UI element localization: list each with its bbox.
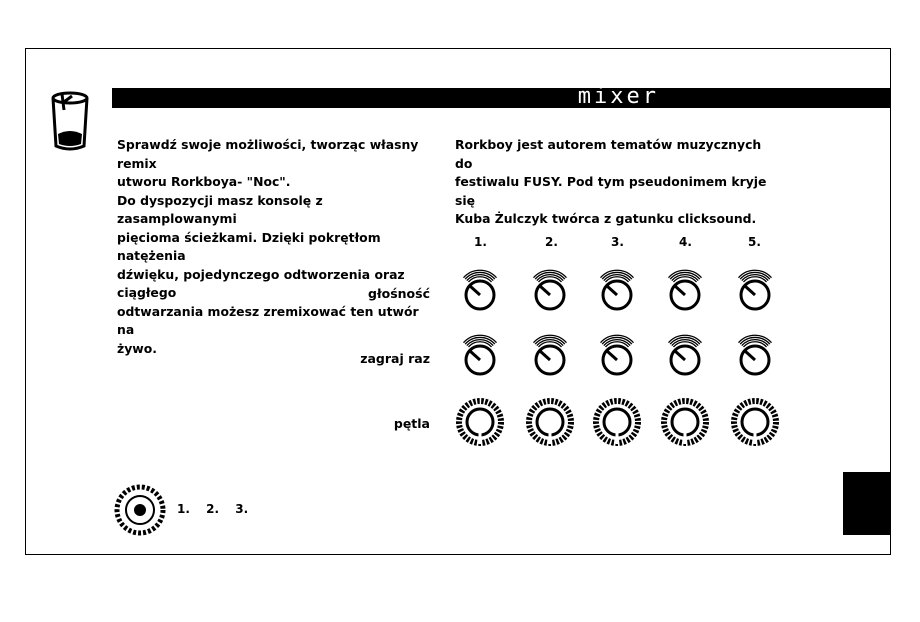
column-number: 5. xyxy=(748,235,761,249)
knob-icon xyxy=(730,265,780,315)
knob-icon xyxy=(525,330,575,380)
title-bar xyxy=(112,84,891,109)
column-number: 2. xyxy=(545,235,558,249)
play-once-knob[interactable] xyxy=(455,330,505,380)
intro-right-text: Rorkboy jest autorem tematów muzycznych do festiwalu FUSY. Pod tym pseudonimem kryje się Kuba Żulczyk twórca z gatunku clicksound. xyxy=(455,137,767,226)
row-label-play-once: zagraj raz xyxy=(360,351,430,366)
row-label-volume: głośność xyxy=(368,286,430,301)
volume-knob[interactable] xyxy=(455,265,505,315)
knob-icon xyxy=(525,397,575,447)
volume-knob[interactable] xyxy=(592,265,642,315)
play-once-knob[interactable] xyxy=(660,330,710,380)
record-button[interactable] xyxy=(114,484,166,536)
knob-icon xyxy=(660,397,710,447)
knob-icon xyxy=(455,397,505,447)
preset-list xyxy=(177,502,260,516)
loop-knob[interactable] xyxy=(525,397,575,447)
loop-knob[interactable] xyxy=(455,397,505,447)
play-once-knob[interactable] xyxy=(525,330,575,380)
loop-knob[interactable] xyxy=(730,397,780,447)
intro-left-text: Sprawdź swoje możliwości, tworząc własny remix utworu Rorkboya- "Noc". Do dyspozycji masz konsolę z zasamplowanymi pięcioma ścieżkami. Dzięki pokrętłom natężenia dźwięku, pojedynczego odtworzenia oraz ciągłego odtwarzania możesz zremixować ten utwór na żywo. xyxy=(117,137,419,356)
column-number: 4. xyxy=(679,235,692,249)
knob-icon xyxy=(455,330,505,380)
column-number: 3. xyxy=(611,235,624,249)
loop-knob[interactable] xyxy=(660,397,710,447)
preset-1[interactable]: 1. xyxy=(177,502,190,516)
side-panel-button[interactable] xyxy=(843,472,891,535)
knob-icon xyxy=(525,265,575,315)
glass-icon xyxy=(50,90,90,152)
knob-icon xyxy=(660,330,710,380)
preset-2[interactable]: 2. xyxy=(206,502,220,516)
volume-knob[interactable] xyxy=(525,265,575,315)
loop-knob[interactable] xyxy=(592,397,642,447)
play-once-knob[interactable] xyxy=(592,330,642,380)
knob-icon xyxy=(455,265,505,315)
knob-icon xyxy=(730,330,780,380)
knob-icon xyxy=(592,265,642,315)
knob-icon xyxy=(592,330,642,380)
record-button-icon xyxy=(114,484,166,536)
preset-3[interactable]: 3. xyxy=(235,502,249,516)
play-once-knob[interactable] xyxy=(730,330,780,380)
knob-icon xyxy=(730,397,780,447)
knob-icon xyxy=(660,265,710,315)
column-number: 1. xyxy=(474,235,487,249)
volume-knob[interactable] xyxy=(730,265,780,315)
page-title: mixer xyxy=(577,84,659,109)
knob-icon xyxy=(592,397,642,447)
row-label-loop: pętla xyxy=(393,416,430,431)
volume-knob[interactable] xyxy=(660,265,710,315)
